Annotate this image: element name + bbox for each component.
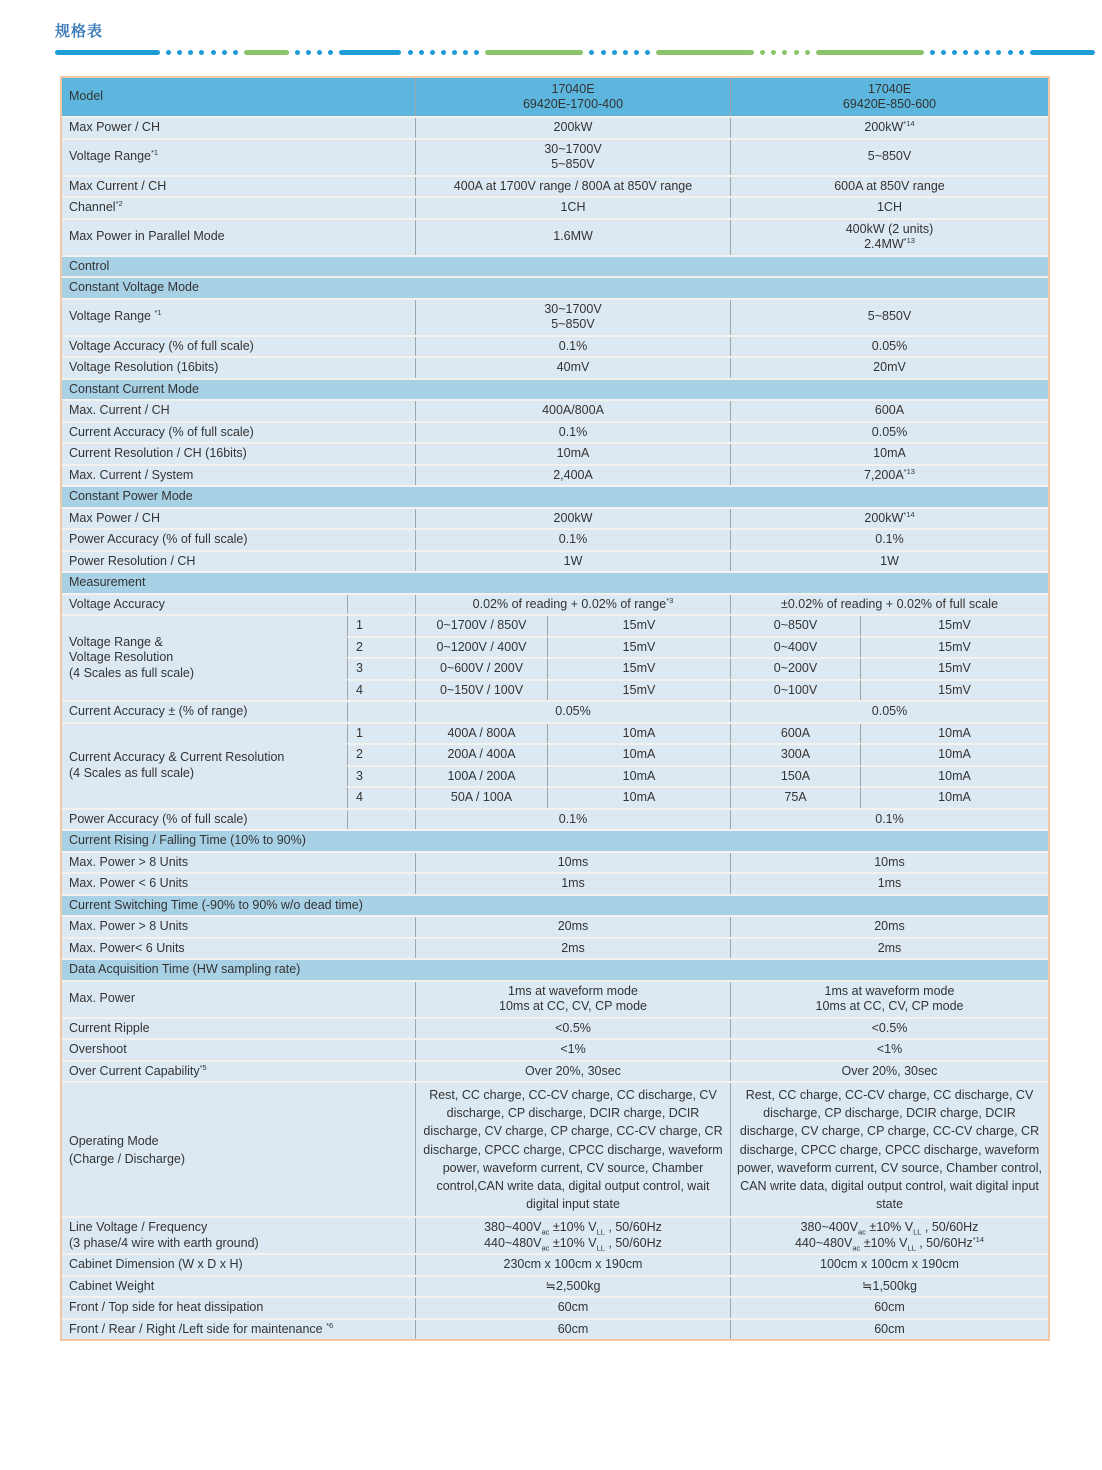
model-name-col1: 17040E 69420E-1700-400	[415, 78, 730, 116]
spec-value-col1: 0.1%	[415, 423, 730, 443]
spec-label: Max. Power > 8 Units	[62, 917, 415, 937]
spec-row	[62, 507, 1048, 529]
spec-value-col2: 5~850V	[730, 300, 1048, 335]
range-col1: 50A / 100A	[415, 786, 547, 808]
range-col2: 0~100V	[730, 679, 860, 701]
range-col2: 0~400V	[730, 636, 860, 658]
spec-label: Max. Current / System	[62, 466, 415, 486]
decor-dash	[244, 50, 289, 55]
decor-dot	[771, 50, 776, 55]
spec-value-col1: 0.1%	[415, 810, 730, 830]
spec-value-col1: 40mV	[415, 358, 730, 378]
spec-spacer	[347, 595, 415, 615]
spec-value-col1: 20ms	[415, 917, 730, 937]
model-label: Model	[62, 78, 415, 116]
spec-row	[62, 356, 1048, 378]
spec-label: Max. Power > 8 Units	[62, 853, 415, 873]
spec-value-col2: $200kW^{*14}$	[730, 118, 1048, 138]
decor-dot	[612, 50, 617, 55]
spec-spacer	[347, 702, 415, 722]
spec-value-col2: 1ms	[730, 874, 1048, 894]
section-label: Constant Power Mode	[62, 487, 1048, 507]
decor-dot	[474, 50, 479, 55]
spec-label: Max. Current / CH	[62, 401, 415, 421]
spec-row	[62, 1296, 1048, 1318]
decor-dot	[985, 50, 990, 55]
scale-index: 4	[347, 679, 415, 701]
decor-dot	[419, 50, 424, 55]
spec-label: Voltage Range $^{*1}$	[62, 300, 415, 335]
spec-value-col1: 30~1700V 5~850V	[415, 140, 730, 175]
spec-row	[62, 1253, 1048, 1275]
resolution-col2: 10mA	[860, 765, 1048, 787]
decor-dot	[963, 50, 968, 55]
decor-dot	[1008, 50, 1013, 55]
range-col2: 75A	[730, 786, 860, 808]
decor-dot	[463, 50, 468, 55]
spec-label: Cabinet Dimension (W x D x H)	[62, 1255, 415, 1275]
scale-index: 2	[347, 636, 415, 658]
decor-dot	[328, 50, 333, 55]
spec-value-col1: Over 20%, 30sec	[415, 1062, 730, 1082]
spec-value-col1: 1ms	[415, 874, 730, 894]
spec-value-col2: 0.05%	[730, 337, 1048, 357]
spec-label: Power Accuracy (% of full scale)	[62, 530, 415, 550]
spec-value-col2: ≒1,500kg	[730, 1277, 1048, 1297]
spec-row	[62, 980, 1048, 1017]
spec-value-col1: 230cm x 100cm x 190cm	[415, 1255, 730, 1275]
spec-value-col2: 0.05%	[730, 702, 1048, 722]
spec-value-col2: 600A	[730, 401, 1048, 421]
decor-dot	[295, 50, 300, 55]
spec-row	[62, 298, 1048, 335]
spec-row	[62, 175, 1048, 197]
decor-dash	[816, 50, 924, 55]
spec-value-col1: 0.1%	[415, 337, 730, 357]
decor-dot	[634, 50, 639, 55]
spec-label: Current Ripple	[62, 1019, 415, 1039]
resolution-col1: 15mV	[547, 657, 730, 679]
spec-row	[62, 399, 1048, 421]
spec-value-col2: 100cm x 100cm x 190cm	[730, 1255, 1048, 1275]
resolution-col2: 15mV	[860, 636, 1048, 658]
model-header-row	[62, 78, 1048, 116]
resolution-col1: 10mA	[547, 765, 730, 787]
resolution-col1: 10mA	[547, 743, 730, 765]
spec-label: Power Resolution / CH	[62, 552, 415, 572]
spec-label: Voltage Accuracy (% of full scale)	[62, 337, 415, 357]
section-row	[62, 255, 1048, 277]
spec-value-col2: 400kW (2 units) 2.4MW$^{*13}$	[730, 220, 1048, 255]
spec-value-col2: 1ms at waveform mode 10ms at CC, CV, CP mode	[730, 982, 1048, 1017]
spec-label: Max. Power	[62, 982, 415, 1017]
decor-dash	[55, 50, 160, 55]
section-row	[62, 378, 1048, 400]
section-row	[62, 958, 1048, 980]
spec-row	[62, 1216, 1048, 1253]
decor-dot	[941, 50, 946, 55]
spec-row	[62, 196, 1048, 218]
resolution-col2: 15mV	[860, 657, 1048, 679]
spec-value-col2: 60cm	[730, 1298, 1048, 1318]
scale-index: 3	[347, 657, 415, 679]
spec-value-col2: 2ms	[730, 939, 1048, 959]
section-label: Constant Current Mode	[62, 380, 1048, 400]
spec-row	[62, 1038, 1048, 1060]
range-col1: 0~600V / 200V	[415, 657, 547, 679]
spec-label: Max Power / CH	[62, 118, 415, 138]
spec-label: Voltage Range$^{*1}$	[62, 140, 415, 175]
decor-dash	[485, 50, 583, 55]
spec-row	[62, 442, 1048, 464]
range-col1: 0~1200V / 400V	[415, 636, 547, 658]
spec-value-col1: 30~1700V 5~850V	[415, 300, 730, 335]
spec-label: Channel$^{*2}$	[62, 198, 415, 218]
range-col1: 200A / 400A	[415, 743, 547, 765]
spec-value-col1: 400A at 1700V range / 800A at 850V range	[415, 177, 730, 197]
decor-dot	[805, 50, 810, 55]
range-col2: 300A	[730, 743, 860, 765]
spec-group-row	[62, 614, 1048, 700]
decor-dot	[452, 50, 457, 55]
section-row	[62, 829, 1048, 851]
spec-label: Operating Mode (Charge / Discharge)	[62, 1083, 415, 1216]
spec-value-col1: <0.5%	[415, 1019, 730, 1039]
spec-value-col2: 0.05%	[730, 423, 1048, 443]
spec-value-col2: 600A at 850V range	[730, 177, 1048, 197]
decor-dot	[306, 50, 311, 55]
spec-label: Current Accuracy (% of full scale)	[62, 423, 415, 443]
spec-value-col1: 2ms	[415, 939, 730, 959]
spec-value-col2: 0.1%	[730, 810, 1048, 830]
resolution-col1: 15mV	[547, 679, 730, 701]
decor-dot	[408, 50, 413, 55]
spec-group-row	[62, 722, 1048, 808]
spec-value-col2: <1%	[730, 1040, 1048, 1060]
spec-label: Max Current / CH	[62, 177, 415, 197]
page-title: 规格表	[55, 23, 104, 40]
decor-dot	[645, 50, 650, 55]
spec-value-col1: 60cm	[415, 1320, 730, 1340]
decor-dot	[930, 50, 935, 55]
section-row	[62, 571, 1048, 593]
spec-label: Over Current Capability$^{*5}$	[62, 1062, 415, 1082]
section-label: Current Switching Time (-90% to 90% w/o dead time)	[62, 896, 1048, 916]
spec-row	[62, 1017, 1048, 1039]
decor-dot	[782, 50, 787, 55]
spec-value-col2: 20ms	[730, 917, 1048, 937]
range-col2: 0~200V	[730, 657, 860, 679]
spec-value-col1: 0.02% of reading + 0.02% of range$^{*3}$	[415, 595, 730, 615]
decor-dot	[441, 50, 446, 55]
spec-value-col1: ≒2,500kg	[415, 1277, 730, 1297]
spec-label: Power Accuracy (% of full scale)	[62, 810, 347, 830]
decor-dash	[1030, 50, 1095, 55]
spec-row	[62, 138, 1048, 175]
range-col2: 600A	[730, 724, 860, 744]
range-col2: 0~850V	[730, 616, 860, 636]
spec-label: Max Power in Parallel Mode	[62, 220, 415, 255]
spec-value-col2: 1W	[730, 552, 1048, 572]
spec-label: Line Voltage / Frequency (3 phase/4 wire with earth ground)	[62, 1218, 415, 1253]
spec-row	[62, 808, 1048, 830]
spec-row	[62, 937, 1048, 959]
spec-label: Current Resolution / CH (16bits)	[62, 444, 415, 464]
spec-label: Max. Power< 6 Units	[62, 939, 415, 959]
range-col2: 150A	[730, 765, 860, 787]
spec-spacer	[347, 810, 415, 830]
decor-dash	[656, 50, 754, 55]
spec-value-col1: 400A/800A	[415, 401, 730, 421]
range-col1: 0~150V / 100V	[415, 679, 547, 701]
decor-dash	[339, 50, 401, 55]
spec-value-col2: Over 20%, 30sec	[730, 1062, 1048, 1082]
spec-label: Current Accuracy & Current Resolution (4 Scales as full scale)	[62, 724, 347, 808]
scale-index: 3	[347, 765, 415, 787]
decor-dot	[760, 50, 765, 55]
decor-dot	[589, 50, 594, 55]
spec-row	[62, 593, 1048, 615]
scale-index: 1	[347, 724, 415, 744]
spec-value-col2: $7,200A^{*13}$	[730, 466, 1048, 486]
decor-dot	[188, 50, 193, 55]
decor-dot	[623, 50, 628, 55]
spec-value-col1: 10ms	[415, 853, 730, 873]
section-label: Measurement	[62, 573, 1048, 593]
spec-value-col1: 1W	[415, 552, 730, 572]
section-row	[62, 894, 1048, 916]
spec-value-col2: Rest, CC charge, CC-CV charge, CC discharge, CV discharge, CP discharge, DCIR charge, DCIR discharge, CV charge, CP charge, CC-CV charge, CR discharge, CPCC charge, CPCC discharge, waveform power, waveform current, CV source, Chamber control, CAN write data, digital output control, wait digital input state	[730, 1083, 1048, 1216]
spec-row	[62, 550, 1048, 572]
spec-value-col1: Rest, CC charge, CC-CV charge, CC discharge, CV discharge, CP discharge, DCIR charge, DCIR discharge, CV charge, CP charge, CC-CV charge, CR discharge, CPCC charge, CPCC discharge, waveform power, waveform current, CV source, Chamber control,CAN write data, digital output control, wait digital input state	[415, 1083, 730, 1216]
resolution-col1: 10mA	[547, 724, 730, 744]
model-name-col2: 17040E 69420E-850-600	[730, 78, 1048, 116]
spec-value-col1: 0.05%	[415, 702, 730, 722]
section-label: Data Acquisition Time (HW sampling rate)	[62, 960, 1048, 980]
section-label: Control	[62, 257, 1048, 277]
section-row	[62, 485, 1048, 507]
specification-table	[60, 76, 1050, 1341]
range-col1: 100A / 200A	[415, 765, 547, 787]
spec-value-col2: 10mA	[730, 444, 1048, 464]
decor-dot	[601, 50, 606, 55]
spec-row	[62, 218, 1048, 255]
spec-value-col2: 0.1%	[730, 530, 1048, 550]
resolution-col2: 15mV	[860, 679, 1048, 701]
spec-value-col1: 200kW	[415, 118, 730, 138]
scale-index: 2	[347, 743, 415, 765]
spec-row	[62, 872, 1048, 894]
section-label: Current Rising / Falling Time (10% to 90%)	[62, 831, 1048, 851]
spec-value-col2: 20mV	[730, 358, 1048, 378]
spec-value-col1: 1CH	[415, 198, 730, 218]
decor-dot	[430, 50, 435, 55]
spec-row	[62, 116, 1048, 138]
spec-row	[62, 915, 1048, 937]
spec-value-col1: 200kW	[415, 509, 730, 529]
decor-dot	[996, 50, 1001, 55]
spec-row	[62, 464, 1048, 486]
spec-value-col1: 0.1%	[415, 530, 730, 550]
resolution-col1: 10mA	[547, 786, 730, 808]
spec-label: Max. Power < 6 Units	[62, 874, 415, 894]
spec-value-col2: 60cm	[730, 1320, 1048, 1340]
resolution-col2: 10mA	[860, 786, 1048, 808]
spec-label: Front / Rear / Right /Left side for maintenance $^{*6}$	[62, 1320, 415, 1340]
range-col1: 400A / 800A	[415, 724, 547, 744]
decor-dot	[1019, 50, 1024, 55]
spec-row	[62, 528, 1048, 550]
spec-value-col2: $200kW^{*14}$	[730, 509, 1048, 529]
decor-dot	[211, 50, 216, 55]
spec-label: Max Power / CH	[62, 509, 415, 529]
decor-divider	[55, 49, 1095, 55]
range-col1: 0~1700V / 850V	[415, 616, 547, 636]
spec-row	[62, 1081, 1048, 1216]
decor-dot	[794, 50, 799, 55]
scale-index: 1	[347, 616, 415, 636]
resolution-col2: 10mA	[860, 724, 1048, 744]
spec-value-col2: $380\sim 400V_{ac} \pm 10\%$ $V_{LL}$ , 50/60Hz $440\sim 480V_{ac} \pm 10\%$ $V_{LL}$ , 50/60Hz$^{*14}$	[730, 1218, 1048, 1253]
decor-dot	[974, 50, 979, 55]
spec-value-col1: <1%	[415, 1040, 730, 1060]
resolution-col1: 15mV	[547, 616, 730, 636]
spec-label: Front / Top side for heat dissipation	[62, 1298, 415, 1318]
spec-row	[62, 700, 1048, 722]
spec-value-col1: $380\sim 400V_{ac} \pm 10\%$ $V_{LL}$ , 50/60Hz $440\sim 480V_{ac} \pm 10\%$ $V_{LL}$ , 50/60Hz	[415, 1218, 730, 1253]
decor-dot	[233, 50, 238, 55]
resolution-col2: 10mA	[860, 743, 1048, 765]
section-row	[62, 276, 1048, 298]
spec-value-col2: 1CH	[730, 198, 1048, 218]
decor-dot	[199, 50, 204, 55]
decor-dot	[177, 50, 182, 55]
spec-value-col1: 1.6MW	[415, 220, 730, 255]
spec-value-col2: <0.5%	[730, 1019, 1048, 1039]
spec-label: Overshoot	[62, 1040, 415, 1060]
decor-dot	[222, 50, 227, 55]
spec-value-col2: 5~850V	[730, 140, 1048, 175]
spec-value-col1: 1ms at waveform mode 10ms at CC, CV, CP mode	[415, 982, 730, 1017]
spec-row	[62, 1060, 1048, 1082]
spec-label: Voltage Resolution (16bits)	[62, 358, 415, 378]
spec-value-col1: 10mA	[415, 444, 730, 464]
section-label: Constant Voltage Mode	[62, 278, 1048, 298]
resolution-col2: 15mV	[860, 616, 1048, 636]
resolution-col1: 15mV	[547, 636, 730, 658]
spec-row	[62, 335, 1048, 357]
spec-label: Voltage Range & Voltage Resolution (4 Scales as full scale)	[62, 616, 347, 700]
decor-dot	[952, 50, 957, 55]
spec-row	[62, 421, 1048, 443]
decor-dot	[166, 50, 171, 55]
spec-value-col1: 60cm	[415, 1298, 730, 1318]
spec-value-col1: 2,400A	[415, 466, 730, 486]
spec-label: Current Accuracy ± (% of range)	[62, 702, 347, 722]
spec-label: Voltage Accuracy	[62, 595, 347, 615]
spec-row	[62, 1318, 1048, 1340]
spec-label: Cabinet Weight	[62, 1277, 415, 1297]
spec-row	[62, 851, 1048, 873]
decor-dot	[317, 50, 322, 55]
scale-index: 4	[347, 786, 415, 808]
spec-value-col2: ±0.02% of reading + 0.02% of full scale	[730, 595, 1048, 615]
spec-row	[62, 1275, 1048, 1297]
spec-value-col2: 10ms	[730, 853, 1048, 873]
